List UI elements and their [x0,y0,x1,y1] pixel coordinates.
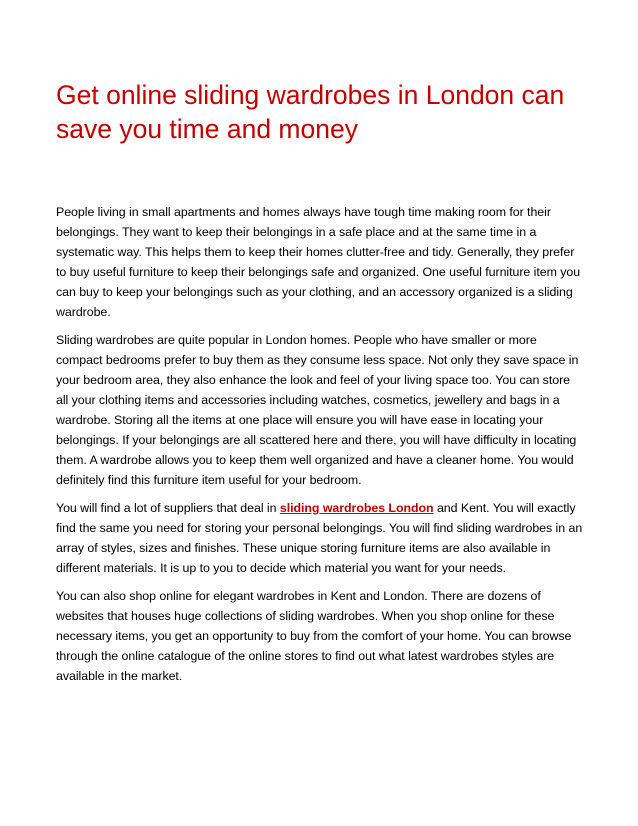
paragraph [56,498,584,578]
page-title: Get online sliding wardrobes in London can save you time and money [56,80,565,144]
paragraph: You can also shop online for elegant wardrobes in Kent and London. There are dozens of websites that houses huge collections of sliding wardrobes. When you shop online for these necessary items, you get an opportunity to buy from the comfort of your home. You can browse through the online catalogue of the online stores to find out what latest wardrobes styles are available in the market. [56,589,572,683]
paragraph-text: and Kent. You will exactly find the same you need for storing your personal belongings. You will find sliding wardrobes in an array of styles, sizes and finishes. These unique storing furniture items are also available in different materials. It is up to you to decide which material you want for your needs. [56,501,583,575]
article-body [56,202,584,694]
sliding-wardrobes-london-link[interactable]: sliding wardrobes London [279,501,434,515]
paragraph: People living in small apartments and homes always have tough time making room for their belongings. They want to keep their belongings in a safe place and at the same time in a systematic way. This helps them to keep their homes clutter-free and tidy. Generally, they prefer to buy useful furniture to keep their belongings safe and organized. One useful furniture item you can buy to keep your belongings such as your clothing, and an accessory organized is a sliding wardrobe. [56,205,581,319]
paragraph: Sliding wardrobes are quite popular in London homes. People who have smaller or more compact bedrooms prefer to buy them as they consume less space. Not only they save space in your bedroom area, they also enhance the look and feel of your living space too. You can store all your clothing items and accessories including watches, cosmetics, jewellery and bags in a wardrobe. Storing all the items at one place will ensure you will have ease in locating your belongings. If your belongings are all scattered here and there, you will have difficulty in locating them. A wardrobe allows you to keep them well organized and have a cleaner home. You would definitely find this furniture item useful for your bedroom. [56,333,579,487]
paragraph-text: You will find a lot of suppliers that deal in [56,501,280,515]
